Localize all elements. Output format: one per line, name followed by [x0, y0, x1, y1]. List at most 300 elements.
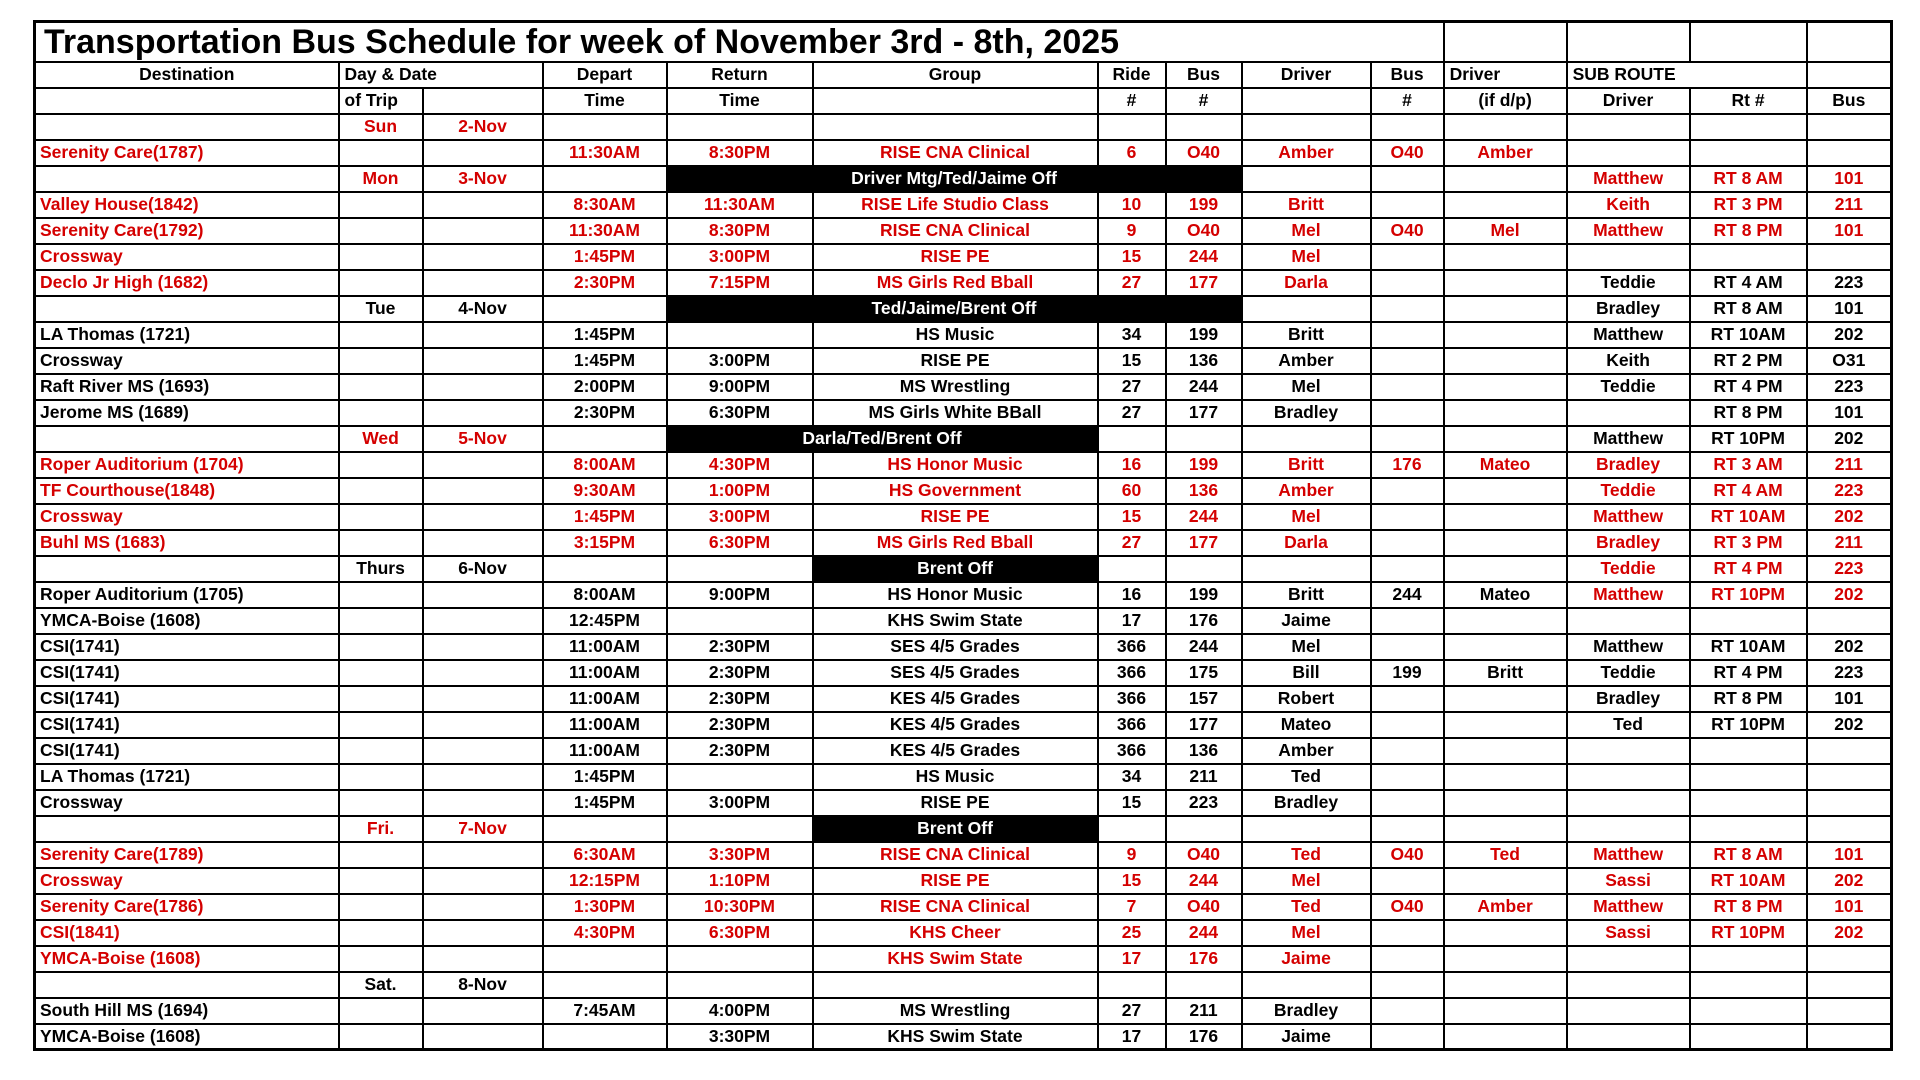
cell-group: KHS Swim State — [813, 1024, 1098, 1050]
cell-return-time — [667, 556, 813, 582]
cell-date — [423, 946, 543, 972]
cell-date: 8-Nov — [423, 972, 543, 998]
cell-return-time — [667, 816, 813, 842]
cell-sub-driver: Bradley — [1567, 530, 1690, 556]
table-row — [35, 478, 1892, 504]
cell-date — [423, 634, 543, 660]
cell-sub-bus: 101 — [1807, 166, 1892, 192]
table-row — [35, 842, 1892, 868]
cell-bus-num: O40 — [1166, 842, 1242, 868]
cell-depart-time: 1:45PM — [543, 764, 667, 790]
cell-destination: Valley House(1842) — [35, 192, 339, 218]
cell-destination: LA Thomas (1721) — [35, 322, 339, 348]
cell-sub-bus: 202 — [1807, 322, 1892, 348]
cell-bus2-num — [1371, 426, 1444, 452]
cell-return-time: 3:00PM — [667, 790, 813, 816]
cell-ride-num: 366 — [1098, 634, 1166, 660]
cell-group: KHS Swim State — [813, 608, 1098, 634]
cell-sub-bus: 202 — [1807, 634, 1892, 660]
cell-day — [339, 712, 423, 738]
cell-sub-rt-num — [1690, 972, 1807, 998]
cell-return-time: 8:30PM — [667, 140, 813, 166]
header-bus: Bus — [1371, 62, 1444, 88]
cell-ride-num: 9 — [1098, 842, 1166, 868]
table-row — [35, 296, 1892, 322]
cell-day — [339, 634, 423, 660]
cell-driver2 — [1444, 868, 1567, 894]
cell-sub-driver — [1567, 998, 1690, 1024]
cell-date — [423, 270, 543, 296]
cell-return-time — [667, 946, 813, 972]
cell-depart-time: 8:00AM — [543, 582, 667, 608]
cell-depart-time: 7:45AM — [543, 998, 667, 1024]
cell-driver: Britt — [1242, 452, 1371, 478]
cell-bus2-num — [1371, 374, 1444, 400]
cell-group: MS Wrestling — [813, 374, 1098, 400]
cell-bus2-num — [1371, 556, 1444, 582]
cell-sub-rt-num: RT 3 PM — [1690, 530, 1807, 556]
cell-group: HS Music — [813, 764, 1098, 790]
cell-driver2 — [1444, 556, 1567, 582]
cell-group: MS Girls Red Bball — [813, 530, 1098, 556]
cell-driver: Darla — [1242, 530, 1371, 556]
cell-sub-rt-num — [1690, 816, 1807, 842]
cell-return-time: 6:30PM — [667, 530, 813, 556]
cell-group: RISE PE — [813, 868, 1098, 894]
cell-sub-bus — [1807, 140, 1892, 166]
cell-day — [339, 686, 423, 712]
cell-bus2-num — [1371, 712, 1444, 738]
cell-ride-num: 366 — [1098, 712, 1166, 738]
off-banner: Darla/Ted/Brent Off — [667, 426, 1098, 452]
cell-depart-time: 11:30AM — [543, 218, 667, 244]
cell-driver: Mel — [1242, 504, 1371, 530]
cell-destination — [35, 114, 339, 140]
cell-bus-num: 244 — [1166, 868, 1242, 894]
cell-bus2-num — [1371, 998, 1444, 1024]
cell-sub-bus — [1807, 738, 1892, 764]
cell-sub-rt-num: RT 4 AM — [1690, 270, 1807, 296]
cell-bus-num: 244 — [1166, 504, 1242, 530]
cell-sub-bus: 202 — [1807, 920, 1892, 946]
cell-date: 2-Nov — [423, 114, 543, 140]
header-sub-route: SUB ROUTE — [1567, 62, 1807, 88]
cell-bus-num: 176 — [1166, 946, 1242, 972]
cell-sub-driver — [1567, 608, 1690, 634]
cell-bus-num: O40 — [1166, 894, 1242, 920]
cell-sub-rt-num: RT 10AM — [1690, 634, 1807, 660]
cell-depart-time: 2:00PM — [543, 374, 667, 400]
cell-depart-time — [543, 296, 667, 322]
cell-bus2-num — [1371, 192, 1444, 218]
cell-bus2-num — [1371, 244, 1444, 270]
cell-bus-num: 211 — [1166, 998, 1242, 1024]
cell-return-time — [667, 972, 813, 998]
cell-destination: Buhl MS (1683) — [35, 530, 339, 556]
cell-bus2-num — [1371, 296, 1444, 322]
cell-date — [423, 192, 543, 218]
header-destination: Destination — [35, 62, 339, 88]
cell-sub-rt-num — [1690, 946, 1807, 972]
cell-ride-num: 15 — [1098, 790, 1166, 816]
table-row — [35, 608, 1892, 634]
cell-bus2-num: O40 — [1371, 218, 1444, 244]
cell-driver2 — [1444, 374, 1567, 400]
table-row — [35, 764, 1892, 790]
cell-destination: CSI(1741) — [35, 686, 339, 712]
header-if-d-p: (if d/p) — [1444, 88, 1567, 114]
cell-date — [423, 244, 543, 270]
cell-depart-time: 1:45PM — [543, 322, 667, 348]
cell-return-time: 2:30PM — [667, 738, 813, 764]
cell-depart-time: 8:30AM — [543, 192, 667, 218]
title-empty-cell — [1444, 22, 1567, 62]
cell-bus2-num: O40 — [1371, 842, 1444, 868]
cell-destination: Serenity Care(1786) — [35, 894, 339, 920]
cell-date: 5-Nov — [423, 426, 543, 452]
cell-destination: CSI(1741) — [35, 738, 339, 764]
cell-driver — [1242, 296, 1371, 322]
cell-return-time: 6:30PM — [667, 920, 813, 946]
cell-day: Fri. — [339, 816, 423, 842]
cell-sub-rt-num: RT 4 PM — [1690, 374, 1807, 400]
header-ride: Ride — [1098, 62, 1166, 88]
cell-bus2-num — [1371, 868, 1444, 894]
cell-bus-num: 136 — [1166, 348, 1242, 374]
cell-bus2-num — [1371, 790, 1444, 816]
table-row — [35, 530, 1892, 556]
cell-ride-num: 9 — [1098, 218, 1166, 244]
cell-return-time: 3:00PM — [667, 504, 813, 530]
cell-sub-bus — [1807, 1024, 1892, 1050]
table-row — [35, 322, 1892, 348]
cell-driver — [1242, 114, 1371, 140]
title-row — [35, 22, 1892, 62]
cell-driver: Mateo — [1242, 712, 1371, 738]
cell-group — [813, 972, 1098, 998]
cell-bus-num: 244 — [1166, 634, 1242, 660]
cell-group: KES 4/5 Grades — [813, 712, 1098, 738]
cell-bus-num: 136 — [1166, 478, 1242, 504]
cell-driver2 — [1444, 920, 1567, 946]
cell-ride-num — [1098, 816, 1166, 842]
schedule-page — [33, 20, 1893, 1051]
cell-destination — [35, 816, 339, 842]
cell-day — [339, 192, 423, 218]
cell-driver: Mel — [1242, 244, 1371, 270]
cell-depart-time: 2:30PM — [543, 400, 667, 426]
cell-destination — [35, 556, 339, 582]
cell-group: RISE CNA Clinical — [813, 842, 1098, 868]
cell-bus2-num — [1371, 114, 1444, 140]
cell-sub-bus: 223 — [1807, 270, 1892, 296]
cell-day — [339, 738, 423, 764]
cell-destination: Crossway — [35, 504, 339, 530]
cell-return-time: 9:00PM — [667, 374, 813, 400]
cell-return-time: 8:30PM — [667, 218, 813, 244]
cell-sub-bus — [1807, 816, 1892, 842]
header-time: Time — [667, 88, 813, 114]
bus-schedule-table — [33, 20, 1893, 1051]
cell-return-time: 11:30AM — [667, 192, 813, 218]
cell-day — [339, 530, 423, 556]
cell-bus-num — [1166, 816, 1242, 842]
cell-return-time: 2:30PM — [667, 660, 813, 686]
cell-sub-rt-num — [1690, 998, 1807, 1024]
cell-day: Sun — [339, 114, 423, 140]
cell-sub-driver — [1567, 114, 1690, 140]
cell-sub-bus: 202 — [1807, 868, 1892, 894]
cell-driver2 — [1444, 114, 1567, 140]
cell-day — [339, 920, 423, 946]
cell-ride-num: 10 — [1098, 192, 1166, 218]
cell-day — [339, 140, 423, 166]
cell-driver: Mel — [1242, 920, 1371, 946]
cell-group: MS Girls White BBall — [813, 400, 1098, 426]
cell-depart-time: 11:30AM — [543, 140, 667, 166]
cell-day — [339, 608, 423, 634]
cell-destination — [35, 166, 339, 192]
cell-bus2-num — [1371, 686, 1444, 712]
cell-driver: Britt — [1242, 322, 1371, 348]
cell-bus2-num — [1371, 166, 1444, 192]
cell-date — [423, 140, 543, 166]
cell-sub-driver: Bradley — [1567, 686, 1690, 712]
header-day-date: Day & Date — [339, 62, 543, 88]
cell-day: Tue — [339, 296, 423, 322]
cell-group: HS Honor Music — [813, 452, 1098, 478]
cell-sub-driver: Teddie — [1567, 556, 1690, 582]
cell-destination: Serenity Care(1792) — [35, 218, 339, 244]
cell-bus-num: 199 — [1166, 452, 1242, 478]
table-row — [35, 244, 1892, 270]
cell-day — [339, 244, 423, 270]
cell-destination: YMCA-Boise (1608) — [35, 608, 339, 634]
cell-bus2-num — [1371, 348, 1444, 374]
cell-destination: TF Courthouse(1848) — [35, 478, 339, 504]
cell-ride-num: 27 — [1098, 400, 1166, 426]
cell-depart-time: 12:15PM — [543, 868, 667, 894]
cell-driver: Britt — [1242, 192, 1371, 218]
cell-driver: Bill — [1242, 660, 1371, 686]
cell-sub-bus: 223 — [1807, 556, 1892, 582]
off-banner: Brent Off — [813, 816, 1098, 842]
table-row — [35, 582, 1892, 608]
cell-ride-num: 15 — [1098, 244, 1166, 270]
table-row — [35, 452, 1892, 478]
cell-destination: Crossway — [35, 790, 339, 816]
cell-driver: Mel — [1242, 374, 1371, 400]
cell-bus2-num — [1371, 764, 1444, 790]
cell-sub-rt-num — [1690, 1024, 1807, 1050]
table-row — [35, 634, 1892, 660]
cell-ride-num — [1098, 972, 1166, 998]
cell-sub-bus: 211 — [1807, 192, 1892, 218]
cell-date — [423, 504, 543, 530]
cell-driver2 — [1444, 348, 1567, 374]
cell-driver2 — [1444, 504, 1567, 530]
cell-driver: Robert — [1242, 686, 1371, 712]
cell-destination: Jerome MS (1689) — [35, 400, 339, 426]
cell-destination: CSI(1741) — [35, 660, 339, 686]
cell-bus-num: 177 — [1166, 270, 1242, 296]
cell-sub-bus: 202 — [1807, 504, 1892, 530]
cell-depart-time — [543, 1024, 667, 1050]
title-empty-cell — [1690, 22, 1807, 62]
cell-sub-bus: 101 — [1807, 218, 1892, 244]
cell-date — [423, 894, 543, 920]
cell-destination: Crossway — [35, 868, 339, 894]
header-driver: Driver — [1444, 62, 1567, 88]
cell-sub-rt-num: RT 8 AM — [1690, 166, 1807, 192]
cell-sub-driver — [1567, 972, 1690, 998]
cell-day — [339, 270, 423, 296]
cell-return-time: 10:30PM — [667, 894, 813, 920]
cell-driver — [1242, 166, 1371, 192]
table-row — [35, 114, 1892, 140]
cell-destination: Declo Jr High (1682) — [35, 270, 339, 296]
cell-destination: YMCA-Boise (1608) — [35, 946, 339, 972]
table-row — [35, 738, 1892, 764]
cell-sub-bus: 223 — [1807, 374, 1892, 400]
cell-bus-num: 177 — [1166, 530, 1242, 556]
header-#: # — [1098, 88, 1166, 114]
cell-driver: Bradley — [1242, 790, 1371, 816]
cell-bus-num: 244 — [1166, 920, 1242, 946]
cell-driver: Ted — [1242, 764, 1371, 790]
cell-driver2 — [1444, 686, 1567, 712]
cell-sub-bus: 211 — [1807, 530, 1892, 556]
cell-sub-rt-num: RT 8 AM — [1690, 296, 1807, 322]
cell-date: 3-Nov — [423, 166, 543, 192]
cell-bus-num: 199 — [1166, 582, 1242, 608]
cell-bus-num: 177 — [1166, 400, 1242, 426]
cell-bus-num: 199 — [1166, 192, 1242, 218]
cell-sub-rt-num: RT 8 PM — [1690, 894, 1807, 920]
off-banner: Brent Off — [813, 556, 1098, 582]
cell-driver2 — [1444, 426, 1567, 452]
cell-driver2 — [1444, 192, 1567, 218]
table-row — [35, 712, 1892, 738]
cell-bus-num — [1166, 426, 1242, 452]
cell-group: RISE CNA Clinical — [813, 218, 1098, 244]
cell-sub-rt-num — [1690, 790, 1807, 816]
header-of-trip: of Trip — [339, 88, 423, 114]
cell-ride-num: 366 — [1098, 660, 1166, 686]
cell-return-time: 1:10PM — [667, 868, 813, 894]
cell-sub-bus — [1807, 244, 1892, 270]
cell-driver2 — [1444, 478, 1567, 504]
cell-ride-num: 6 — [1098, 140, 1166, 166]
table-row — [35, 894, 1892, 920]
cell-driver: Amber — [1242, 478, 1371, 504]
cell-driver2: Ted — [1444, 842, 1567, 868]
cell-driver2 — [1444, 322, 1567, 348]
header-bus: Bus — [1166, 62, 1242, 88]
table-row — [35, 192, 1892, 218]
cell-day — [339, 998, 423, 1024]
cell-sub-bus — [1807, 998, 1892, 1024]
cell-sub-rt-num: RT 2 PM — [1690, 348, 1807, 374]
cell-depart-time — [543, 556, 667, 582]
cell-driver2: Mateo — [1444, 452, 1567, 478]
cell-driver: Amber — [1242, 140, 1371, 166]
cell-driver2 — [1444, 270, 1567, 296]
cell-bus2-num: 199 — [1371, 660, 1444, 686]
cell-destination: Serenity Care(1789) — [35, 842, 339, 868]
cell-sub-driver: Ted — [1567, 712, 1690, 738]
cell-driver: Bradley — [1242, 400, 1371, 426]
cell-ride-num: 27 — [1098, 998, 1166, 1024]
cell-sub-rt-num — [1690, 140, 1807, 166]
cell-return-time: 7:15PM — [667, 270, 813, 296]
cell-sub-rt-num: RT 10AM — [1690, 504, 1807, 530]
cell-sub-rt-num: RT 10AM — [1690, 322, 1807, 348]
cell-sub-driver — [1567, 764, 1690, 790]
cell-bus-num: 176 — [1166, 1024, 1242, 1050]
cell-sub-driver: Keith — [1567, 192, 1690, 218]
cell-sub-bus: 202 — [1807, 712, 1892, 738]
cell-day — [339, 348, 423, 374]
cell-day — [339, 842, 423, 868]
cell-sub-rt-num: RT 8 PM — [1690, 686, 1807, 712]
cell-group: KES 4/5 Grades — [813, 738, 1098, 764]
header-group: Group — [813, 62, 1098, 88]
cell-bus2-num — [1371, 946, 1444, 972]
cell-destination: CSI(1841) — [35, 920, 339, 946]
cell-bus-num: 211 — [1166, 764, 1242, 790]
cell-ride-num: 366 — [1098, 738, 1166, 764]
cell-ride-num: 27 — [1098, 374, 1166, 400]
cell-group: RISE PE — [813, 348, 1098, 374]
cell-sub-bus — [1807, 608, 1892, 634]
cell-driver2: Mel — [1444, 218, 1567, 244]
cell-day — [339, 1024, 423, 1050]
table-row — [35, 686, 1892, 712]
cell-depart-time: 11:00AM — [543, 738, 667, 764]
cell-group: RISE PE — [813, 244, 1098, 270]
table-row — [35, 998, 1892, 1024]
cell-date — [423, 842, 543, 868]
cell-destination: Crossway — [35, 348, 339, 374]
cell-day — [339, 452, 423, 478]
cell-bus-num: O40 — [1166, 140, 1242, 166]
cell-group: RISE Life Studio Class — [813, 192, 1098, 218]
cell-bus-num: 244 — [1166, 244, 1242, 270]
cell-ride-num: 17 — [1098, 1024, 1166, 1050]
cell-sub-rt-num: RT 10PM — [1690, 582, 1807, 608]
cell-date — [423, 582, 543, 608]
table-row — [35, 270, 1892, 296]
cell-driver2 — [1444, 530, 1567, 556]
cell-return-time: 4:00PM — [667, 998, 813, 1024]
cell-date — [423, 712, 543, 738]
cell-driver2 — [1444, 816, 1567, 842]
title-empty-cell — [1567, 22, 1690, 62]
cell-sub-bus — [1807, 790, 1892, 816]
header-driver: Driver — [1567, 88, 1690, 114]
cell-bus-num — [1166, 972, 1242, 998]
header-depart: Depart — [543, 62, 667, 88]
cell-driver: Mel — [1242, 868, 1371, 894]
cell-sub-driver: Teddie — [1567, 478, 1690, 504]
cell-driver2 — [1444, 608, 1567, 634]
cell-sub-rt-num: RT 10PM — [1690, 712, 1807, 738]
header-row — [35, 88, 1892, 114]
cell-bus2-num — [1371, 270, 1444, 296]
cell-return-time — [667, 608, 813, 634]
cell-date — [423, 738, 543, 764]
